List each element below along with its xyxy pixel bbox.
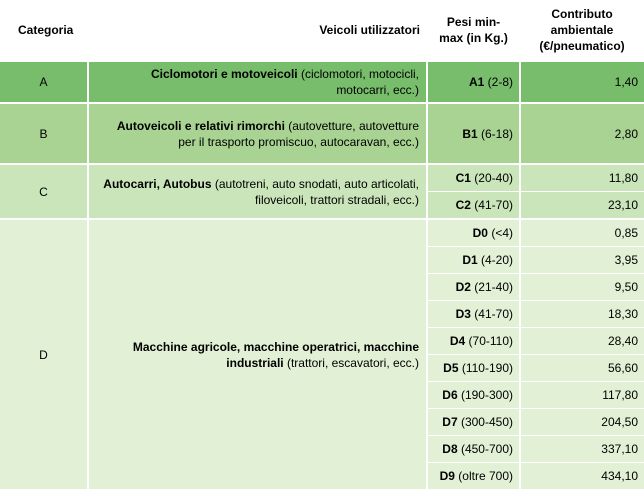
table-row-a1: [0, 61, 644, 103]
value-cell: 337,10: [520, 436, 644, 463]
header-pesi-line1: Pesi min-: [446, 15, 501, 29]
value-cell: 3,95: [520, 247, 644, 274]
value-cell: 2,80: [520, 103, 644, 164]
weight-code: C2: [455, 198, 471, 212]
vehicles-detail-a: (ciclomotori, motocicli, motocarri, ecc.): [297, 67, 419, 97]
weight-cell: [427, 301, 520, 328]
weight-cell: [427, 355, 520, 382]
category-cell-b: B: [0, 103, 88, 164]
weight-range: (4-20): [477, 253, 513, 267]
weight-code: D7: [442, 415, 458, 429]
vehicles-detail-c: (autotreni, auto snodati, auto articolati, filoveicoli, trattori stradali, ecc.): [211, 176, 419, 207]
value-cell: 0,85: [520, 219, 644, 247]
weight-range: (2-8): [484, 75, 513, 89]
weight-cell: [427, 164, 520, 192]
weight-range: (450-700): [457, 442, 513, 456]
vehicles-title-b: Autoveicoli e relativi rimorchi: [116, 118, 285, 133]
weight-cell: [427, 103, 520, 164]
vehicles-cell-c: [88, 164, 427, 219]
weight-code: C1: [455, 171, 471, 185]
weight-cell: [427, 192, 520, 220]
vehicles-detail-b: (autovetture, autovetture per il trasporto promiscuo, autocaravan, ecc.): [178, 118, 419, 149]
header-categoria: Categoria: [0, 0, 88, 61]
value-cell: 117,80: [520, 382, 644, 409]
header-row: [0, 0, 644, 61]
header-veicoli: Veicoli utilizzatori: [88, 0, 427, 61]
weight-code: D4: [449, 334, 466, 348]
header-contrib-line2: ambientale: [550, 23, 614, 37]
weight-code: D8: [442, 442, 458, 456]
weight-range: (300-450): [457, 415, 513, 429]
weight-code: D5: [443, 361, 459, 375]
header-pesi-line2: max (in Kg.): [439, 31, 508, 45]
weight-range: (20-40): [470, 171, 513, 185]
weight-code: D1: [462, 253, 478, 267]
weight-code: D0: [472, 226, 488, 240]
vehicles-cell-d: [88, 219, 427, 490]
weight-cell: [427, 219, 520, 247]
weight-range: (oltre 700): [454, 469, 513, 483]
header-pesi: [427, 0, 520, 61]
value-cell: 23,10: [520, 192, 644, 220]
value-cell: 28,40: [520, 328, 644, 355]
weight-range: (110-190): [458, 361, 513, 375]
vehicles-detail-d: (trattori, escavatori, ecc.): [283, 355, 419, 370]
category-cell-d: D: [0, 219, 88, 490]
weight-range: (190-300): [457, 388, 513, 402]
vehicles-title-c: Autocarri, Autobus: [103, 176, 212, 191]
weight-cell: [427, 436, 520, 463]
value-cell: 204,50: [520, 409, 644, 436]
value-cell: 18,30: [520, 301, 644, 328]
weight-code: D9: [439, 469, 455, 483]
category-cell-c: C: [0, 164, 88, 219]
vehicles-title-d: Macchine agricole, macchine operatrici, macchine industriali: [132, 339, 419, 370]
weight-cell: [427, 247, 520, 274]
weight-code: D6: [442, 388, 458, 402]
value-cell: 56,60: [520, 355, 644, 382]
table-row-c1: [0, 164, 644, 192]
weight-range: (<4): [487, 226, 513, 240]
weight-cell: [427, 382, 520, 409]
weight-range: (70-110): [465, 334, 513, 348]
value-cell: 9,50: [520, 274, 644, 301]
weight-cell: [427, 274, 520, 301]
table-row-d0: [0, 219, 644, 247]
weight-code: D3: [455, 307, 471, 321]
header-contributo: [520, 0, 644, 61]
value-cell: 434,10: [520, 463, 644, 490]
category-cell-a: A: [0, 61, 88, 103]
value-cell: 1,40: [520, 61, 644, 103]
weight-code: D2: [455, 280, 471, 294]
table-row-b1: [0, 103, 644, 164]
vehicles-title-a: Ciclomotori e motoveicoli: [150, 67, 298, 81]
weight-range: (41-70): [470, 307, 513, 321]
weight-cell: [427, 61, 520, 103]
weight-range: (6-18): [477, 126, 513, 141]
vehicles-cell-b: [88, 103, 427, 164]
weight-range: (41-70): [470, 198, 513, 212]
weight-range: (21-40): [470, 280, 513, 294]
value-cell: 11,80: [520, 164, 644, 192]
vehicles-cell-a: [88, 61, 427, 103]
weight-code: B1: [462, 126, 478, 141]
header-contrib-line3: (€/pneumatico): [539, 39, 625, 53]
weight-code: A1: [468, 75, 485, 89]
weight-cell: [427, 328, 520, 355]
header-contrib-line1: Contributo: [551, 7, 613, 21]
weight-cell: [427, 463, 520, 490]
weight-cell: [427, 409, 520, 436]
